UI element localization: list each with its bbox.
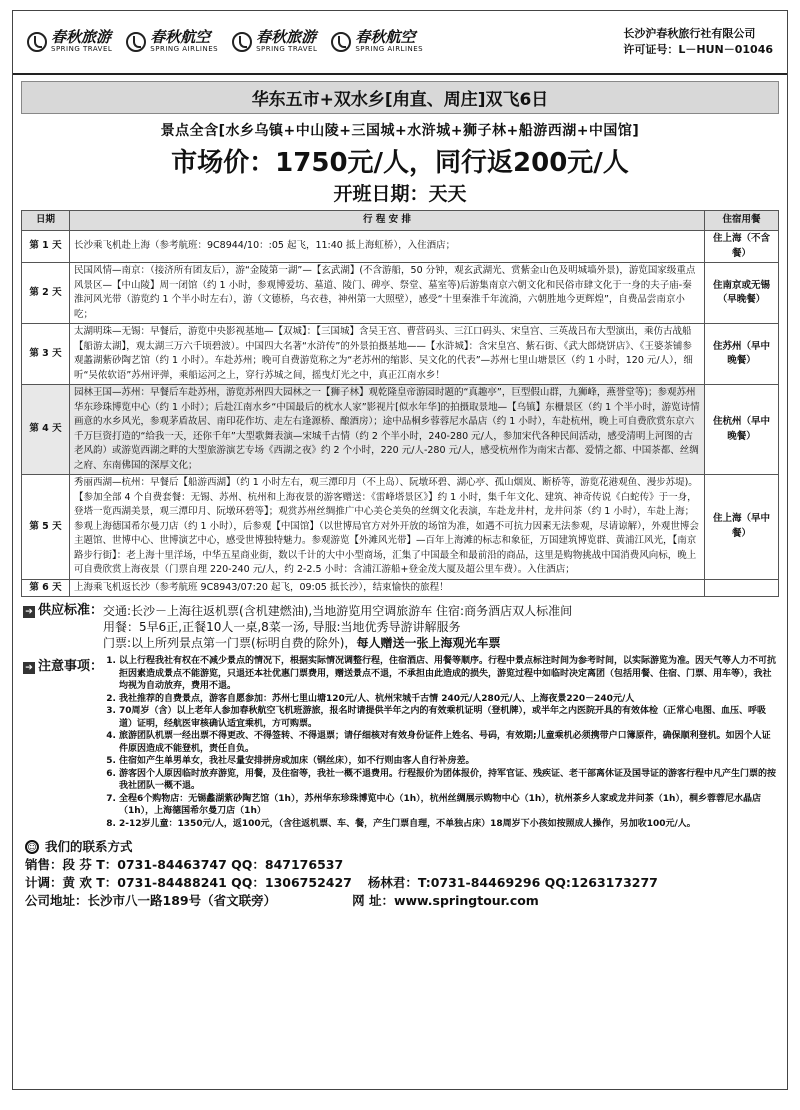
logo-en: SPRING AIRLINES bbox=[355, 45, 424, 54]
contact-planner-1: 计调：黄 欢 T：0731-84488241 QQ：1306752427 bbox=[25, 875, 352, 890]
spring-logo-icon bbox=[27, 32, 47, 52]
logo-cn: 春秋航空 bbox=[355, 28, 416, 47]
day-cell: 第 4 天 bbox=[22, 385, 70, 475]
company-info bbox=[623, 26, 773, 59]
notes-label bbox=[23, 655, 103, 830]
contact-section bbox=[25, 838, 775, 910]
logo-spring-travel bbox=[27, 30, 112, 53]
service-line: 用餐：5早6正,正餐10人一桌,8菜一汤, 导服:当地优秀导游讲解服务 bbox=[103, 620, 461, 634]
logo-group bbox=[27, 30, 423, 53]
itinerary-cell: 长沙乘飞机赴上海（参考航班：9C8944/10：:05 起飞，11:40 抵上海虹桥），入住酒店； bbox=[70, 231, 705, 263]
table-row bbox=[22, 263, 779, 324]
itinerary-cell: 上海乘飞机返长沙（参考航班 9C8943/07:20 起飞，09:05 抵长沙），结束愉快的旅程！ bbox=[70, 579, 705, 597]
scenic-spots: 景点全含[水乡乌镇+中山陵+三国城+水浒城+狮子林+船游西湖+中国馆] bbox=[160, 123, 640, 139]
notes-label-text: 注意事项： bbox=[38, 659, 104, 674]
list-item: 4. 旅游团队机票一经出票不得更改、不得签转、不得退票；请仔细核对有效身份证件上姓名、号码，有效期;儿童乘机必须携带户口簿原件，确保顺利登机。如因个人证件原因造成不能登机，责任自负。 bbox=[119, 730, 777, 755]
day-cell: 第 6 天 bbox=[22, 579, 70, 597]
contact-title: 我们的联系方式 bbox=[45, 839, 133, 854]
arrow-icon: ➔ bbox=[23, 662, 35, 674]
service-line: 门票:以上所列景点第一门票(标明自费的除外)， bbox=[103, 636, 357, 650]
spring-logo-icon bbox=[126, 32, 146, 52]
contact-sales: 销售：段 芬 T：0731-84463747 QQ：847176537 bbox=[25, 857, 344, 872]
smiley-icon: ☺ bbox=[25, 840, 39, 854]
spring-logo-icon bbox=[331, 32, 351, 52]
list-item: 2. 我社推荐的自费景点，游客自愿参加：苏州七里山塘120元/人、杭州宋城千古情 240元/人280元/人、上海夜景220－240元/人 bbox=[119, 693, 777, 706]
stay-cell: 住苏州（早中晚餐） bbox=[705, 324, 779, 385]
service-label-text: 供应标准： bbox=[38, 603, 104, 618]
open-dates: 开班日期：天天 bbox=[333, 183, 467, 205]
tour-title: 华东五市+双水乡[甪直、周庄]双飞6日 bbox=[21, 81, 779, 114]
logo-spring-airlines bbox=[126, 30, 218, 53]
header bbox=[13, 11, 787, 75]
service-standards bbox=[23, 603, 777, 651]
stay-cell: 住上海（不含餐） bbox=[705, 231, 779, 263]
list-item: 5. 住宿如产生单男单女，我社尽量安排拼房或加床（钢丝床），如不行则由客人自行补房差。 bbox=[119, 755, 777, 768]
logo-cn: 春秋航空 bbox=[150, 28, 211, 47]
service-gift: 每人赠送一张上海观光车票 bbox=[356, 636, 501, 650]
logo-spring-airlines-2 bbox=[331, 30, 423, 53]
list-item: 3. 70周岁（含）以上老年人参加春秋航空飞机班游旅，报名时请提供半年之内的有效乘机证明（登机牌），或半年之内医院开具的有效体检（正常心电图、血压、呼吸道）证明，经航医审核确认适宜乘机，方可购票。 bbox=[119, 705, 777, 730]
contact-address: 公司地址：长沙市八一路189号（省文联旁） bbox=[25, 893, 277, 908]
spring-logo-icon bbox=[232, 32, 252, 52]
itinerary-cell: 太湖明珠—无锡：早餐后，游览中央影视基地—【双城】：【三国城】含吴王宫、曹营码头、三江口码头、宋皇宫、三英战吕布大型演出，乘仿古战船【船游太湖】，观太湖三万六千顷碧波）。中国四大名著“水浒传”的外景拍摄基地——【水浒城】：含宋皇宫、紫石街、《武大郎烧饼店》、《王婆茶铺参观蠡湖紫砂陶艺馆（约 1 小时）。车赴苏州；晚可自费游览称之为“老苏州的缩影、吴文化的代表”—苏州七里山塘景区（约 1 小时，120 元/人），细听“吴侬软语”苏州评弹，乘船运河之上，穿行苏城之间，摇曳灯光之中，真正江南水乡！ bbox=[70, 324, 705, 385]
stay-cell: 住南京或无锡（早晚餐） bbox=[705, 263, 779, 324]
day-cell: 第 5 天 bbox=[22, 475, 70, 580]
table-row bbox=[22, 579, 779, 597]
logo-spring-travel-2 bbox=[232, 30, 317, 53]
contact-website[interactable]: 网 址：www.springtour.com bbox=[352, 893, 539, 908]
flyer-page bbox=[12, 10, 788, 1090]
service-label bbox=[23, 603, 103, 651]
arrow-icon: ➔ bbox=[23, 606, 35, 618]
table-header-row bbox=[22, 211, 779, 231]
notes-section bbox=[23, 655, 777, 830]
itinerary-cell: 秀丽西湖—杭州：早餐后【船游西湖】（约 1 小时左右，观三潭印月（不上岛）、阮墩环碧、湖心亭、孤山烟岚、断桥等，游览花港观鱼、漫步苏堤)。【参加全部 4 个自费套餐：无锡、苏州、杭州和上海夜景的游客赠送：《雷峰塔景区》】约 1 小时，集千年文化、建筑、神奇传说《白蛇传》于一身，登塔一览西湖美景，观三潭印月、阮墩环碧等】；观赏苏州丝绸推广中心美仑美奂的丝绸文化表演，车赴龙井村，龙井问茶（约 1 小时），车赴上海；参观上海德国希尔曼刀店（约 1 小时），后参观【中国馆】（以世博局官方对外开放的场馆为准，如遇不可抗力因素无法参观，尽请谅解），外观世博会主题馆、世博中心、世博演艺中心，感受世博独特魅力。参观游览【外滩风光带】—百年上海滩的标志和象征，万国建筑博览群、黄浦江风光，【南京路步行街】：老上海十里洋场，中华五星商业街，数以千计的大中小型商场，汇集了中国最全和最前沿的商品，这里是购物挑战中国消费风向标，晚上可自费欣赏上海夜景（门票自理 220-240 元/人，约 2-2.5 小时：含浦江游船+登金茂大厦及超公里车费）。入住酒店； bbox=[70, 475, 705, 580]
stay-cell: 住上海（早中餐） bbox=[705, 475, 779, 580]
contact-planner-2: 杨林君：T:0731-84469296 QQ:1263173277 bbox=[367, 875, 658, 890]
table-row bbox=[22, 231, 779, 263]
logo-en: SPRING TRAVEL bbox=[51, 45, 113, 54]
day-cell: 第 2 天 bbox=[22, 263, 70, 324]
table-row bbox=[22, 324, 779, 385]
itinerary-table bbox=[21, 210, 779, 597]
header-itinerary: 行 程 安 排 bbox=[70, 211, 705, 231]
logo-cn: 春秋旅游 bbox=[256, 28, 317, 47]
table-row bbox=[22, 475, 779, 580]
company-name: 长沙沪春秋旅行社有限公司 bbox=[623, 26, 756, 40]
list-item: 8. 2-12岁儿童：1350元/人，返100元，（含往返机票、车、餐，产生门票自理，不单独占床）18周岁下小孩如按照成人操作，另加收100元/人。 bbox=[119, 818, 777, 831]
list-item: 7. 全程6个购物店：无锡蠡湖紫砂陶艺馆（1h），苏州华东珍珠博览中心（1h），杭州丝绸展示购物中心（1h），杭州茶乡人家或龙井问茶（1h），桐乡蓉蓉尼水晶店（1h），上海德国希尔曼刀店（1h） bbox=[119, 793, 777, 818]
stay-cell: 住杭州（早中晚餐） bbox=[705, 385, 779, 475]
service-line: 交通:长沙－上海往返机票(含机建燃油),当地游览用空调旅游车 住宿:商务酒店双人标准间 bbox=[103, 604, 573, 618]
notes-list bbox=[103, 655, 777, 830]
logo-cn: 春秋旅游 bbox=[51, 28, 112, 47]
list-item: 6. 游客因个人原因临时放弃游览，用餐，及住宿等，我社一概不退费用。行程报价为团体报价，持军官证、残疾证、老干部离休证及国导证的游客行程中凡产生门票的按我社团队一概不退。 bbox=[119, 768, 777, 793]
logo-en: SPRING AIRLINES bbox=[150, 45, 219, 54]
stay-cell bbox=[705, 579, 779, 597]
itinerary-cell: 民国风情—南京：（接济所有团友后），游“金陵第一湖”—【玄武湖】(不含游船，50 分钟，观玄武湖光、赏紫金山色及明城墙外景)，游览国家级重点风景区—【中山陵】周一闭馆（约 1 小时，参观博爱坊、墓道、陵门、碑亭、祭堂、墓室等)后游集南京六朝文化和民俗市肆文化于一身的夫子庙-秦淮河风光带（游览约 1 个半小时左右），游（文德桥，乌衣巷，神州第一大照壁），感受“十里秦淮千年流淌，六朝胜地今更辉煌”，自费品尝南京小吃； bbox=[70, 263, 705, 324]
day-cell: 第 3 天 bbox=[22, 324, 70, 385]
price-line: 市场价：1750元/人，同行返200元/人 bbox=[171, 148, 629, 178]
license-number: 许可证号：L－HUN－01046 bbox=[623, 43, 773, 56]
logo-en: SPRING TRAVEL bbox=[256, 45, 318, 54]
table-row bbox=[22, 385, 779, 475]
day-cell: 第 1 天 bbox=[22, 231, 70, 263]
list-item: 1. 以上行程我社有权在不减少景点的情况下，根据实际情况调整行程，住宿酒店、用餐等顺序。行程中景点标注时间为参考时间，以实际游览为准。因天气等人力不可抗拒因素造成景点不能游览，只退还本社优惠门票费用，赠送景点不退，不承担由此造成的损失，游览过程中如临时决定离团（包括用餐、住宿、门票、用车等），我社均视为自动放弃，费用不退。 bbox=[119, 655, 777, 693]
header-stay: 住宿用餐 bbox=[705, 211, 779, 231]
header-date: 日期 bbox=[22, 211, 70, 231]
itinerary-cell: 园林王国—苏州：早餐后车赴苏州，游览苏州四大园林之一【狮子林】观乾隆皇帝游园时题的“真趣亭”，巨型假山群，九狮峰，燕誉堂等)；参观苏州华东珍珠博览中心（约 1 小时）；后赴江南水乡“中国最后的枕水人家”影视片[似水年华]的拍摄取景地—【乌镇】东栅景区（约 1 个半小时，游览诗情画意的水乡风光，参观茅盾故居、南印花作坊、走左右逢源桥、酿酒房）；途中品桐乡蓉蓉尼水晶店（约 1 小时），车赴杭州，晚上可自费欣赏东京六千万巨资打造的“给我一天，还你千年”大型歌舞表演—宋城千古情（约 2 个半小时，240-280 元/人，参加宋代各种民间活动，感受清明上河图的古老风韵）或游览西湖之畔的大型旅游演艺专场《西湖之夜》约 2 个小时，220 元/人-280 元/人，感受杭州作为南宋古都、爱情之都、中国茶都、丝绸之府、东南佛国的深厚文化； bbox=[70, 385, 705, 475]
